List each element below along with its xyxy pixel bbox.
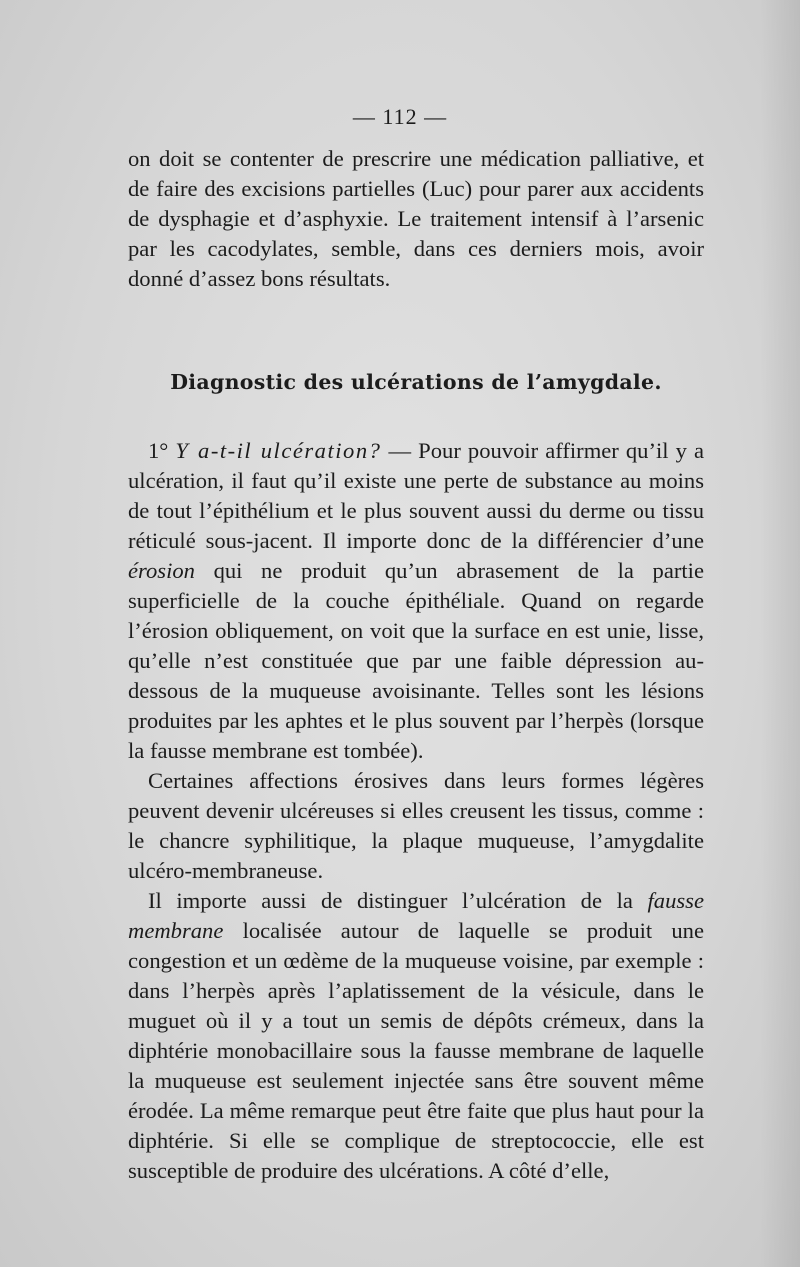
dash: — (381, 438, 419, 463)
page-edge-shadow (760, 0, 800, 1267)
section-heading: Diagnostic des ulcérations de l’amygdale. (170, 370, 662, 394)
item-number: 1° (148, 438, 169, 463)
paragraph-false-membrane (128, 886, 704, 1186)
question-text: Y a-t-il ulcération? (175, 438, 382, 463)
body-text-block (128, 436, 704, 1186)
page-number: — 112 — (352, 104, 448, 129)
paragraph-text-continued: qui ne produit qu’un abrasement de la partie superficielle de la couche épithéliale. Quand on regarde l’érosion obliquement, on voit que la surface en est unie, lisse, qu’elle n’est constituée que par une faible dépression au-dessous de la muqueuse avoisinante. Telles sont les lésions produites par les aphtes et le plus souvent par l’herpès (lorsque la fausse membrane est tombée). (128, 558, 704, 763)
intro-text-block (128, 144, 704, 294)
paragraph-text-continued: localisée autour de laquelle se produit une congestion et un œdème de la muqueuse voisine, par exemple : dans l’herpès après l’aplatissement de la vésicule, dans le muguet où il y a tout un semis de dépôts crémeux, dans la diphtérie monobacillaire sous la fausse membrane de laquelle la muqueuse est seulement injectée sans être souvent même érodée. La même remarque peut être faite que plus haut pour la diphtérie. Si elle se complique de streptococcie, elle est susceptible de produire des ulcérations. A côté d’elle, (128, 918, 704, 1183)
intro-paragraph: on doit se contenter de prescrire une médication palliative, et de faire des excisions partielles (Luc) pour parer aux accidents de dysphagie et d’asphyxie. Le traitement intensif à l’arsenic par les cacodylates, semble, dans ces derniers mois, avoir donné d’assez bons résultats. (128, 146, 704, 291)
paragraph-erosive-affections: Certaines affections érosives dans leurs formes légères peuvent devenir ulcéreuses si elles creusent les tissus, comme : le chancre syphilitique, la plaque muqueuse, l’amygdalite ulcéro-membraneuse. (128, 768, 704, 883)
emphasis-false-membrane: fausse membrane (128, 888, 704, 943)
emphasis-erosion: érosion (128, 558, 195, 583)
paragraph-ulceration-question (128, 436, 704, 766)
paragraph-text: Il importe aussi de distinguer l’ulcération de la (148, 888, 648, 913)
paragraph-text: Pour pouvoir affirmer qu’il y a ulcération, il faut qu’il existe une perte de substance au moins de tout l’épithélium et le plus souvent aussi du derme ou tissu réticulé sous-jacent. Il importe donc de la différencier d’une (128, 438, 704, 553)
